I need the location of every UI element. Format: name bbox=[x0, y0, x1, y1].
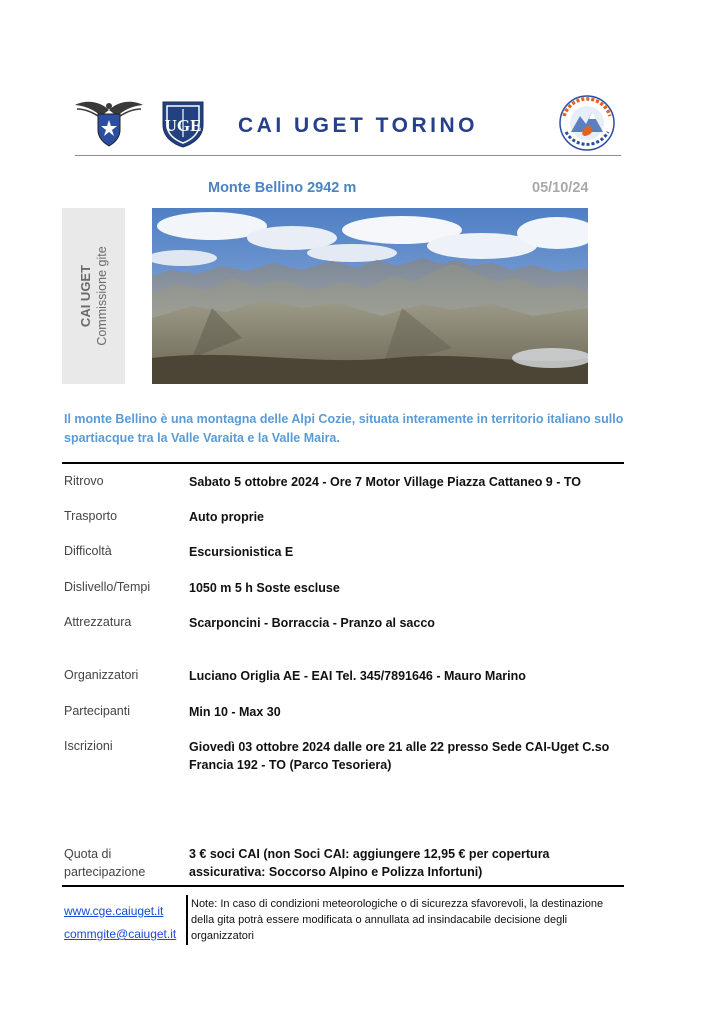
details-top-rule bbox=[62, 462, 624, 464]
trip-title: Monte Bellino 2942 m bbox=[208, 180, 357, 196]
footer-links bbox=[64, 900, 176, 946]
detail-label-attrezzatura: Attrezzatura bbox=[64, 615, 132, 629]
detail-label-organizzatori: Organizzatori bbox=[64, 668, 139, 682]
fee-value: 3 € soci CAI (non Soci CAI: aggiungere 12,95 € per copertura assicurativa: Soccorso Alpino e Polizza Infortuni) bbox=[189, 847, 550, 879]
detail-value-ritrovo: Sabato 5 ottobre 2024 - Ore 7 Motor Village Piazza Cattaneo 9 - TO bbox=[189, 475, 582, 489]
detail-value-partecipanti: Min 10 - Max 30 bbox=[189, 705, 281, 719]
side-panel-line1: CAI UGET bbox=[77, 264, 93, 328]
side-panel-line2: Commissione gite bbox=[94, 246, 109, 346]
website-link[interactable]: www.cge.caiuget.it bbox=[64, 904, 164, 918]
mountain-photo bbox=[152, 208, 588, 384]
fee-label: Quota di partecipazione bbox=[64, 847, 146, 879]
note-box bbox=[186, 895, 628, 945]
side-panel bbox=[62, 208, 125, 384]
trip-date: 05/10/24 bbox=[532, 180, 589, 196]
detail-value-difficolta: Escursionistica E bbox=[189, 545, 294, 559]
intro-paragraph: Il monte Bellino è una montagna delle Alpi Cozie, situata interamente in territorio italiano sullo spartiacque tra la Valle Varaita e la Valle Maira. bbox=[64, 412, 624, 445]
detail-label-iscrizioni: Iscrizioni bbox=[64, 739, 113, 753]
detail-value-iscrizioni: Giovedì 03 ottobre 2024 dalle ore 21 alle 22 presso Sede CAI-Uget C.so Francia 192 - TO (Parco Tesoriera) bbox=[189, 740, 610, 772]
detail-value-organizzatori: Luciano Origlia AE - EAI Tel. 345/7891646 - Mauro Marino bbox=[189, 669, 526, 683]
detail-label-dislivello: Dislivello/Tempi bbox=[64, 580, 151, 594]
brand-title: CAI UGET TORINO bbox=[238, 114, 478, 137]
cai-eagle-logo-icon bbox=[74, 96, 144, 148]
detail-label-ritrovo: Ritrovo bbox=[64, 474, 104, 488]
uget-shield-logo-icon bbox=[159, 99, 207, 149]
footer-top-rule bbox=[62, 885, 624, 887]
commissione-gite-badge-icon bbox=[556, 94, 618, 152]
header-divider bbox=[75, 155, 621, 156]
svg-text:UGE: UGE bbox=[164, 116, 202, 135]
detail-value-dislivello: 1050 m 5 h Soste escluse bbox=[189, 581, 340, 595]
detail-label-trasporto: Trasporto bbox=[64, 509, 118, 523]
detail-label-difficolta: Difficoltà bbox=[64, 544, 112, 558]
detail-label-partecipanti: Partecipanti bbox=[64, 704, 131, 718]
detail-value-attrezzatura: Scarponcini - Borraccia - Pranzo al sacco bbox=[189, 616, 435, 630]
email-link[interactable]: commgite@caiuget.it bbox=[64, 927, 177, 941]
note-text: Note: In caso di condizioni meteorologiche o di sicurezza sfavorevoli, la destinazione della gita potrà essere modificata o annullata ad insindacabile decisione degli organizzatori bbox=[191, 898, 604, 942]
detail-value-trasporto: Auto proprie bbox=[189, 510, 264, 524]
